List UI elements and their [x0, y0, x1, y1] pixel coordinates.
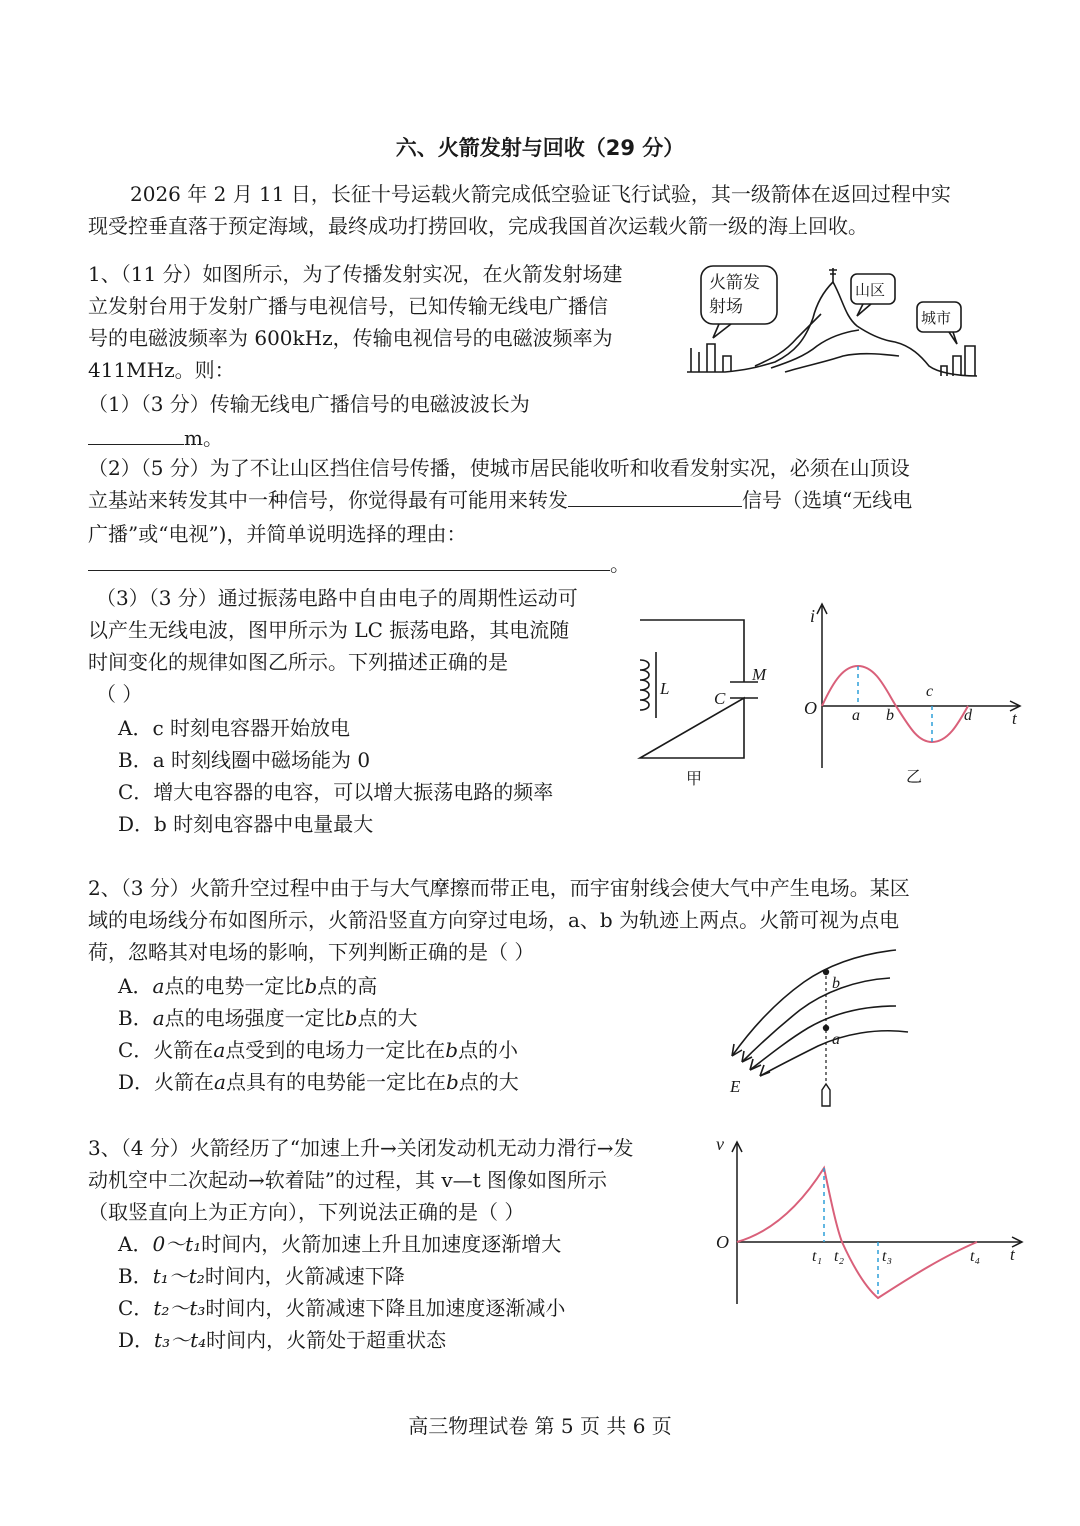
option-text: 增大电容器的电容，可以增大振荡电路的频率	[153, 780, 554, 804]
answer-blank[interactable]	[88, 422, 184, 445]
var: a	[152, 974, 165, 998]
q2-option-a[interactable]	[118, 970, 377, 1002]
launch-site-label-1: 火箭发	[709, 273, 760, 292]
time-range: 0～t₁	[152, 1232, 202, 1256]
q3-option-b[interactable]	[118, 1260, 405, 1292]
city-label: 城市	[921, 311, 952, 327]
t-axis-label: t	[1012, 709, 1017, 728]
launch-site-buildings-icon	[691, 344, 731, 372]
answer-blank[interactable]	[88, 548, 610, 571]
point-d-label: d	[964, 707, 972, 724]
point-b-dot	[823, 969, 829, 975]
origin-label: O	[716, 1232, 729, 1252]
option-text: 点的电场强度一定比	[164, 1006, 345, 1030]
t3-label: t₃	[882, 1248, 893, 1265]
velocity-time-graph	[712, 1136, 1032, 1316]
t4-label: t₄	[970, 1248, 981, 1265]
q3-option-c[interactable]	[118, 1292, 565, 1324]
intro-line-1: 2026 年 2 月 11 日，长征十号运载火箭完成低空验证飞行试验，其一级箭体在返回过程中实	[130, 182, 951, 206]
field-line-1	[732, 950, 896, 1056]
point-b-label: b	[886, 707, 894, 724]
field-line-3	[750, 1006, 896, 1070]
current-curve	[822, 666, 968, 742]
field-label-e: E	[730, 1077, 741, 1096]
q3-option-d[interactable]	[118, 1324, 446, 1356]
q2-stem-3: 荷，忽略其对电场的影响，下列判断正确的是（ ）	[88, 940, 535, 964]
q1-stem-1: 1、（11 分）如图所示，为了传播发射实况，在火箭发射场建	[88, 262, 623, 286]
q2-option-d[interactable]	[118, 1066, 519, 1098]
q1-part3-stem-2: 以产生无线电波，图甲所示为 LC 振荡电路，其电流随	[88, 618, 570, 642]
time-range: t₂～t₃	[153, 1296, 206, 1320]
plate-label: M	[752, 665, 767, 684]
option-letter: C．	[118, 1038, 154, 1062]
intro-line-2: 现受控垂直落于预定海域，最终成功打捞回收，完成我国首次运载火箭一级的海上回收。	[88, 214, 868, 238]
option-text: c 时刻电容器开始放电	[152, 716, 351, 740]
electric-field-figure	[720, 944, 920, 1114]
option-text: 点的大	[357, 1006, 418, 1030]
section-title: 六、火箭发射与回收（29 分）	[395, 136, 685, 160]
q3-stem-1: 3、（4 分）火箭经历了“加速上升→关闭发动机无动力滑行→发	[88, 1136, 634, 1160]
launch-site-label-2: 射场	[709, 297, 743, 316]
var: b	[344, 1006, 358, 1030]
option-text: 点受到的电场力一定比在	[225, 1038, 446, 1062]
mountain-label: 山区	[855, 283, 886, 299]
figure-caption-jia: 甲	[686, 771, 703, 788]
q1-part3-stem-3: 时间变化的规律如图乙所示。下列描述正确的是	[88, 650, 508, 674]
q2-option-b[interactable]	[118, 1002, 417, 1034]
var: b	[304, 974, 318, 998]
option-letter: A．	[118, 716, 153, 740]
var: b	[445, 1070, 459, 1094]
time-range: t₁～t₂	[152, 1264, 205, 1288]
launch-broadcast-figure	[685, 260, 985, 390]
page-footer: 高三物理试卷 第 5 页 共 6 页	[408, 1414, 672, 1438]
point-b-label: b	[832, 975, 840, 992]
q1-stem-2: 立发射台用于发射广播与电视信号，已知传输无线电广播信	[88, 294, 608, 318]
time-range: t₃～t₄	[154, 1328, 207, 1352]
q1-part2-line2	[88, 484, 912, 516]
option-letter: C．	[118, 780, 154, 804]
option-text: 时间内，火箭处于超重状态	[206, 1328, 447, 1352]
city-buildings-icon	[941, 346, 975, 376]
option-text: 点的电势一定比	[164, 974, 305, 998]
inductor-icon	[640, 660, 649, 710]
point-c-label: c	[926, 683, 934, 700]
q1-part3-stem-1: （3）（3 分）通过振荡电路中自由电子的周期性运动可	[96, 586, 578, 610]
option-text: 时间内，火箭加速上升且加速度逐渐增大	[201, 1232, 562, 1256]
q1-part2-reason-line	[88, 548, 630, 580]
option-text: 点的小	[458, 1038, 519, 1062]
unit: m。	[184, 426, 223, 450]
option-text: 火箭在	[153, 1038, 214, 1062]
option-letter: B．	[118, 1006, 153, 1030]
option-letter: A．	[118, 974, 153, 998]
q1-option-c[interactable]	[118, 776, 553, 808]
option-letter: D．	[118, 812, 155, 836]
option-letter: D．	[118, 1070, 155, 1094]
point-a-label: a	[852, 707, 860, 724]
q1-option-b[interactable]	[118, 744, 370, 776]
option-text: a 时刻线圈中磁场能为 0	[152, 748, 371, 772]
inductor-label: L	[660, 679, 670, 698]
t-axis-label: t	[1010, 1245, 1015, 1264]
origin-label: O	[804, 698, 817, 718]
option-letter: A．	[118, 1232, 153, 1256]
point-a-dot	[823, 1025, 829, 1031]
t1-label: t₁	[812, 1248, 823, 1265]
q1-part1-answer-line	[88, 422, 223, 454]
answer-blank[interactable]	[568, 484, 742, 507]
figure-caption-yi: 乙	[906, 769, 923, 786]
text: 立基站来转发其中一种信号，你觉得最有可能用来转发	[88, 488, 568, 512]
point-a-label: a	[832, 1031, 840, 1048]
q3-stem-2: 动机空中二次起动→软着陆”的过程，其 v—t 图像如图所示	[88, 1168, 608, 1192]
var: a	[213, 1038, 226, 1062]
option-text: 时间内，火箭减速下降	[204, 1264, 405, 1288]
q1-part1: （1）（3 分）传输无线电广播信号的电磁波波长为	[88, 392, 530, 416]
option-letter: B．	[118, 748, 153, 772]
q1-part3-answer-paren: （ ）	[96, 682, 143, 706]
var: b	[445, 1038, 459, 1062]
lc-circuit-diagram	[630, 612, 767, 792]
period: 。	[610, 552, 630, 576]
q2-stem-2: 域的电场线分布如图所示，火箭沿竖直方向穿过电场，a、b 为轨迹上两点。火箭可视为点电	[88, 908, 900, 932]
velocity-curve	[737, 1168, 977, 1298]
text: 信号（选填“无线电	[742, 488, 913, 512]
q1-option-d[interactable]	[118, 808, 373, 840]
v-axis-label: v	[716, 1134, 724, 1154]
option-text: 火箭在	[154, 1070, 215, 1094]
q1-part2-line1: （2）（5 分）为了不让山区挡住信号传播，使城市居民能收听和收看发射实况，必须在山顶设	[88, 456, 910, 480]
capacitor-icon	[730, 682, 758, 698]
q2-option-c[interactable]	[118, 1034, 518, 1066]
option-text: 点具有的电势能一定比在	[225, 1070, 446, 1094]
rocket-icon	[822, 1084, 830, 1106]
option-letter: B．	[118, 1264, 153, 1288]
capacitor-label: C	[714, 689, 726, 708]
field-line-2	[742, 978, 890, 1062]
current-time-graph	[800, 600, 1030, 790]
option-letter: D．	[118, 1328, 155, 1352]
q2-stem-1: 2、（3 分）火箭升空过程中由于与大气摩擦而带正电，而宇宙射线会使大气中产生电场。某区	[88, 876, 910, 900]
var: a	[214, 1070, 226, 1094]
option-text: 点的高	[317, 974, 378, 998]
q1-stem-3: 号的电磁波频率为 600kHz，传输电视信号的电磁波频率为	[88, 326, 613, 350]
option-text: b 时刻电容器中电量最大	[154, 812, 374, 836]
q1-option-a[interactable]	[118, 712, 350, 744]
var: a	[152, 1006, 165, 1030]
t2-label: t₂	[834, 1248, 845, 1265]
option-text: 点的大	[458, 1070, 519, 1094]
q3-stem-3: （取竖直向上为正方向），下列说法正确的是（ ）	[88, 1200, 525, 1224]
option-text: 时间内，火箭减速下降且加速度逐渐减小	[205, 1296, 566, 1320]
q1-part2-line3: 广播”或“电视”)，并简单说明选择的理由：	[88, 522, 467, 546]
option-letter: C．	[118, 1296, 154, 1320]
i-axis-label: i	[810, 606, 816, 626]
q3-option-a[interactable]	[118, 1228, 561, 1260]
q1-stem-4: 411MHz。则：	[88, 358, 235, 382]
